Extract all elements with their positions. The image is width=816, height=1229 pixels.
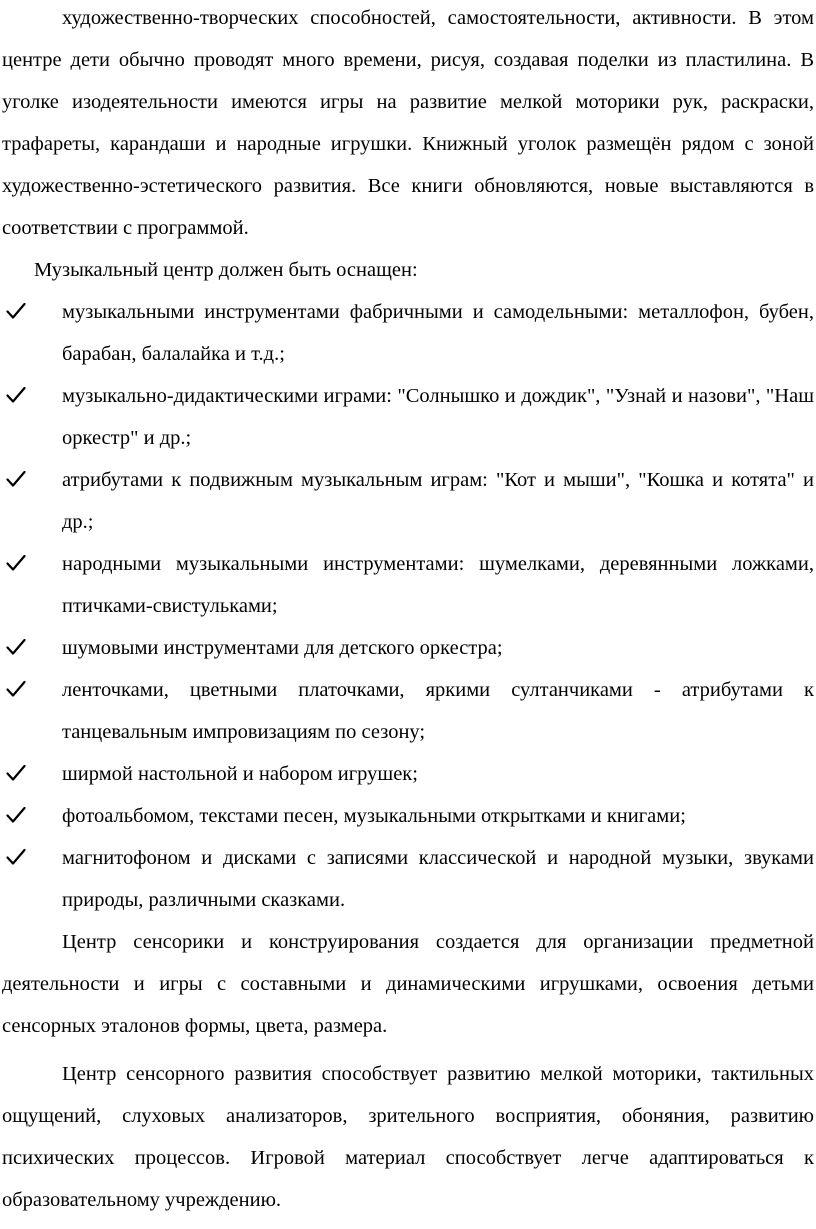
paragraph-sensory-development: Центр сенсорного развития способствует развитию мелкой моторики, тактильных ощущений, слуховых анализаторов, зрительного восприятия, обоняния, развитию психических процессов. Игровой материал способствует легче адаптироваться к образовательному учреждению. <box>2 1063 814 1211</box>
checkmark-icon <box>6 543 28 585</box>
list-item <box>2 627 814 669</box>
paragraph-intro: художественно-творческих способностей, самостоятельности, активности. В этом центре дети обычно проводят много времени, рисуя, создавая поделки из пластилина. В уголке изодеятельности имеются игры на развитие мелкой моторики рук, раскраски, трафареты, карандаши и народные игрушки. Книжный уголок размещён рядом с зоной художественно-эстетического развития. Все книги обновляются, новые выставляются в соответствии с программой. <box>2 7 814 239</box>
list-item <box>2 543 814 627</box>
list-item-text: народными музыкальными инструментами: шумелками, деревянными ложками, птичками-свистульками; <box>62 553 814 617</box>
list-item <box>2 795 814 837</box>
music-equipment-list <box>2 291 814 921</box>
list-item-text: ширмой настольной и набором игрушек; <box>62 763 418 785</box>
list-item-text: музыкально-дидактическими играми: "Солнышко и дождик", "Узнай и назови", "Наш оркестр" и др.; <box>62 385 814 449</box>
list-item <box>2 669 814 753</box>
checkmark-icon <box>6 753 28 795</box>
checkmark-icon <box>6 375 28 417</box>
list-item <box>2 459 814 543</box>
list-item-text: музыкальными инструментами фабричными и самодельными: металлофон, бубен, барабан, балалайка и т.д.; <box>62 301 814 365</box>
list-item-text: магнитофоном и дисками с записями классической и народной музыки, звуками природы, различными сказками. <box>62 847 814 911</box>
checkmark-icon <box>6 669 28 711</box>
paragraph-sensory-construct: Центр сенсорики и конструирования создается для организации предметной деятельности и игры с составными и динамическими игрушками, освоения детьми сенсорных эталонов формы, цвета, размера. <box>2 931 814 1037</box>
list-item-text: шумовыми инструментами для детского оркестра; <box>62 637 503 659</box>
list-item-text: ленточками, цветными платочками, яркими султанчиками - атрибутами к танцевальным импровизациям по сезону; <box>62 679 814 743</box>
checkmark-icon <box>6 291 28 333</box>
list-item <box>2 375 814 459</box>
checkmark-icon <box>6 795 28 837</box>
list-item <box>2 837 814 921</box>
list-item-text: фотоальбомом, текстами песен, музыкальными открытками и книгами; <box>62 805 686 827</box>
music-center-heading: Музыкальный центр должен быть оснащен: <box>34 259 418 281</box>
checkmark-icon <box>6 459 28 501</box>
list-item <box>2 753 814 795</box>
checkmark-icon <box>6 837 28 879</box>
list-item <box>2 291 814 375</box>
checkmark-icon <box>6 627 28 669</box>
list-item-text: атрибутами к подвижным музыкальным играм: "Кот и мыши", "Кошка и котята" и др.; <box>62 469 814 533</box>
